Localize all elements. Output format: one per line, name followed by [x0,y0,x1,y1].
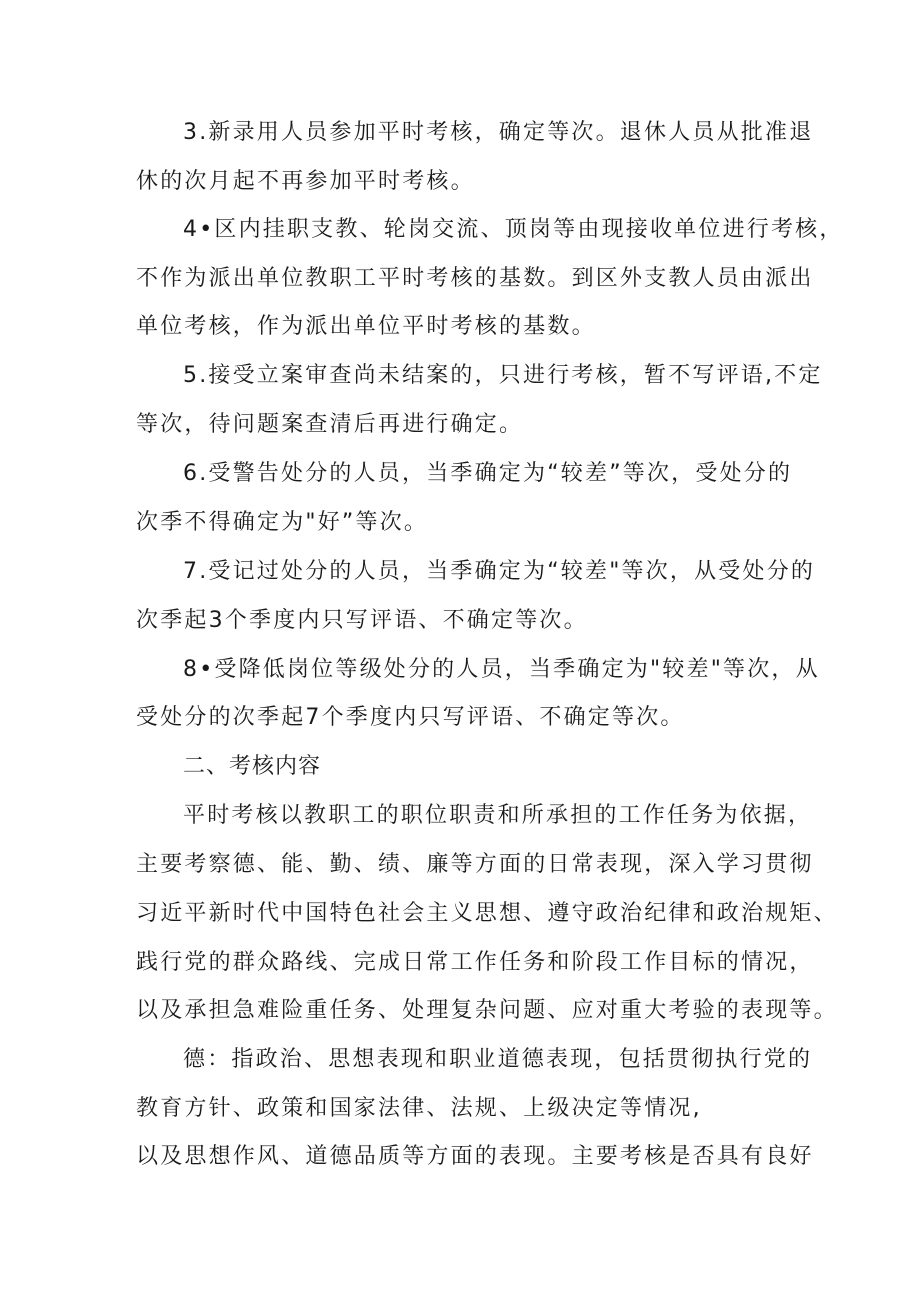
section-heading: 二、考核内容 [183,754,322,779]
text-line: 受处分的次季起7个季度内只写评语、不确定等次。 [136,705,685,730]
text-line: 主要考察德、能、勤、绩、廉等方面的日常表现，深入学习贯彻 [136,852,814,877]
text-line: 单位考核，作为派出单位平时考核的基数。 [136,314,596,339]
text-line: 次季不得确定为"好”等次。 [136,510,429,535]
text-line: 德：指政治、思想表现和职业道德表现，包括贯彻执行党的 [183,1047,813,1072]
text-line: 践行党的群众路线、完成日常工作任务和阶段工作目标的情况， [136,950,814,975]
text-line: 不作为派出单位教职工平时考核的基数。到区外支教人员由派出 [136,266,814,291]
text-line: 以及承担急难险重任务、处理复杂问题、应对重大考验的表现等。 [136,998,838,1023]
text-line: 教育方针、政策和国家法律、法规、上级决定等情况, [136,1096,702,1121]
text-line: 习近平新时代中国特色社会主义思想、遵守政治纪律和政治规矩、 [136,901,838,926]
text-line: 次季起3个季度内只写评语、不确定等次。 [136,608,588,633]
text-line: 休的次月起不再参加平时考核。 [136,169,475,194]
text-line: 5.接受立案审查尚未结案的，只进行考核，暂不写评语,不定 [183,363,823,388]
text-line: 6.受警告处分的人员，当季确定为“较差”等次，受处分的 [183,461,793,486]
text-line: 7.受记过处分的人员，当季确定为“较差"等次，从受处分的 [183,559,816,584]
text-line: 4•区内挂职支教、轮岗交流、顶岗等由现接收单位进行考核， [183,217,844,242]
text-line: 以及思想作风、道德品质等方面的表现。主要考核是否具有良好 [136,1144,814,1169]
text-line: 等次，待问题案查清后再进行确定。 [136,412,524,437]
text-line: 8•受降低岗位等级处分的人员，当季确定为"较差"等次，从 [183,657,820,682]
text-line: 3.新录用人员参加平时考核，确定等次。退休人员从批准退 [183,120,814,145]
text-line: 平时考核以教职工的职位职责和所承担的工作任务为依据， [183,803,813,828]
